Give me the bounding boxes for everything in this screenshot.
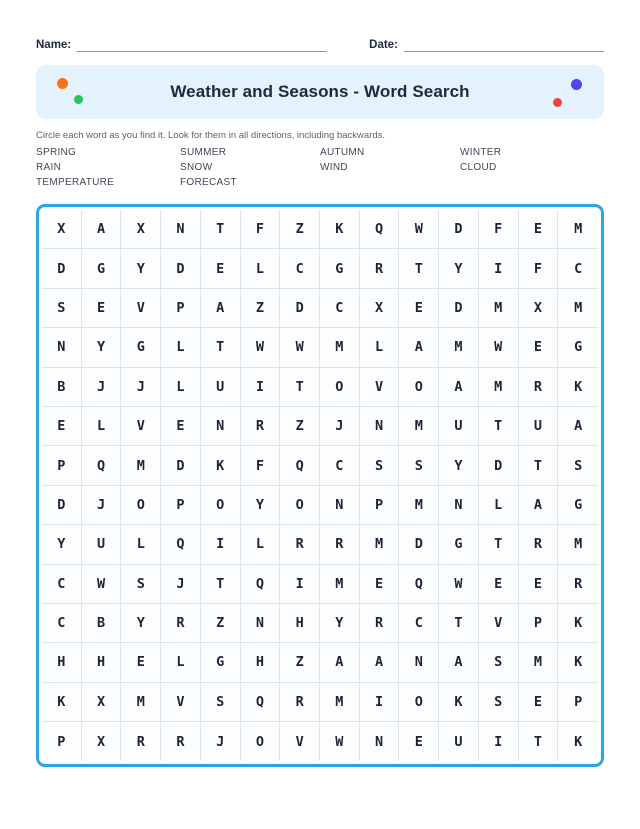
grid-cell[interactable]: W <box>241 328 281 367</box>
grid-cell[interactable]: I <box>479 249 519 288</box>
grid-cell[interactable]: D <box>280 289 320 328</box>
grid-cell[interactable]: D <box>161 249 201 288</box>
grid-cell[interactable]: N <box>42 328 82 367</box>
grid-cell[interactable]: Y <box>42 525 82 564</box>
grid-cell[interactable]: M <box>479 289 519 328</box>
grid-cell[interactable]: L <box>241 525 281 564</box>
grid-cell[interactable]: Z <box>201 604 241 643</box>
grid-cell[interactable]: H <box>82 643 122 682</box>
puzzle-grid-container <box>36 204 604 767</box>
word-item[interactable]: SPRING <box>36 147 77 158</box>
grid-cell[interactable]: W <box>479 328 519 367</box>
grid-cell[interactable]: L <box>479 486 519 525</box>
instructions-text: Circle each word as you find it. Look for them in all directions, including backwards. <box>36 130 386 141</box>
grid-cell[interactable]: M <box>558 525 598 564</box>
grid-cell[interactable]: J <box>201 722 241 761</box>
word-list-row <box>36 175 604 190</box>
word-item[interactable]: SNOW <box>180 162 213 173</box>
grid-cell[interactable]: I <box>360 683 400 722</box>
page-title: Weather and Seasons - Word Search <box>170 82 470 101</box>
grid-cell[interactable]: A <box>439 643 479 682</box>
grid-cell[interactable]: H <box>241 643 281 682</box>
grid-cell[interactable]: D <box>439 289 479 328</box>
grid-cell[interactable]: X <box>42 210 82 249</box>
grid-cell[interactable]: Q <box>161 525 201 564</box>
grid-cell[interactable]: Q <box>360 210 400 249</box>
grid-cell[interactable]: C <box>280 249 320 288</box>
grid-cell[interactable]: J <box>161 565 201 604</box>
grid-cell[interactable]: N <box>201 407 241 446</box>
grid-cell[interactable]: L <box>241 249 281 288</box>
grid-cell[interactable]: M <box>320 328 360 367</box>
grid-cell[interactable]: C <box>320 289 360 328</box>
word-item[interactable]: AUTUMN <box>320 147 365 158</box>
grid-cell[interactable]: V <box>280 722 320 761</box>
grid-cell[interactable]: U <box>519 407 559 446</box>
grid-cell[interactable]: E <box>161 407 201 446</box>
grid-cell[interactable]: V <box>161 683 201 722</box>
grid-cell[interactable]: K <box>42 683 82 722</box>
grid-cell[interactable]: I <box>201 525 241 564</box>
grid-cell[interactable]: M <box>558 210 598 249</box>
grid-cell[interactable]: M <box>121 683 161 722</box>
decoration-dot-red-icon <box>553 98 562 107</box>
grid-cell[interactable]: A <box>360 643 400 682</box>
decoration-dot-blue-icon <box>571 79 582 90</box>
grid-cell[interactable]: R <box>558 565 598 604</box>
grid-cell[interactable]: F <box>241 446 281 485</box>
grid-cell[interactable]: Q <box>241 565 281 604</box>
grid-cell[interactable]: R <box>161 604 201 643</box>
grid-cell[interactable]: C <box>320 446 360 485</box>
grid-cell[interactable]: K <box>439 683 479 722</box>
grid-cell[interactable]: M <box>558 289 598 328</box>
decoration-dot-green-icon <box>74 95 83 104</box>
grid-cell[interactable]: H <box>42 643 82 682</box>
grid-cell[interactable]: T <box>201 210 241 249</box>
grid-cell[interactable]: L <box>82 407 122 446</box>
grid-cell[interactable]: B <box>42 368 82 407</box>
grid-cell[interactable]: H <box>280 604 320 643</box>
grid-cell[interactable]: O <box>399 683 439 722</box>
grid-cell[interactable]: F <box>241 210 281 249</box>
word-item[interactable]: WINTER <box>460 147 502 158</box>
grid-cell[interactable]: Z <box>280 407 320 446</box>
grid-cell[interactable]: D <box>42 249 82 288</box>
grid-cell[interactable]: J <box>82 368 122 407</box>
grid-cell[interactable]: V <box>479 604 519 643</box>
grid-cell[interactable]: Q <box>280 446 320 485</box>
puzzle-grid <box>42 210 598 761</box>
grid-cell[interactable]: E <box>519 683 559 722</box>
grid-cell[interactable]: U <box>439 407 479 446</box>
name-label: Name: <box>36 39 72 51</box>
grid-cell[interactable]: P <box>42 722 82 761</box>
grid-cell[interactable]: V <box>360 368 400 407</box>
grid-cell[interactable]: G <box>439 525 479 564</box>
grid-cell[interactable]: M <box>399 486 439 525</box>
grid-cell[interactable]: D <box>439 210 479 249</box>
grid-cell[interactable]: E <box>519 565 559 604</box>
grid-cell[interactable]: N <box>360 722 400 761</box>
grid-cell[interactable]: Z <box>280 210 320 249</box>
grid-cell[interactable]: N <box>241 604 281 643</box>
grid-cell[interactable]: R <box>161 722 201 761</box>
grid-cell[interactable]: R <box>280 683 320 722</box>
grid-cell[interactable]: X <box>360 289 400 328</box>
grid-cell[interactable]: O <box>121 486 161 525</box>
grid-cell[interactable]: N <box>161 210 201 249</box>
grid-cell[interactable]: Y <box>241 486 281 525</box>
grid-cell[interactable]: A <box>519 486 559 525</box>
grid-cell[interactable]: T <box>201 565 241 604</box>
grid-cell[interactable]: P <box>519 604 559 643</box>
word-list-row <box>36 160 604 175</box>
grid-cell[interactable]: R <box>360 249 400 288</box>
grid-cell[interactable]: Z <box>280 643 320 682</box>
grid-cell[interactable]: U <box>439 722 479 761</box>
grid-cell[interactable]: E <box>519 210 559 249</box>
grid-cell[interactable]: J <box>121 368 161 407</box>
grid-cell[interactable]: K <box>558 643 598 682</box>
grid-cell[interactable]: Y <box>320 604 360 643</box>
name-input-line[interactable] <box>77 37 327 52</box>
grid-cell[interactable]: V <box>121 289 161 328</box>
grid-cell[interactable]: T <box>201 328 241 367</box>
grid-cell[interactable]: E <box>479 565 519 604</box>
grid-cell[interactable]: T <box>519 722 559 761</box>
grid-cell[interactable]: L <box>161 643 201 682</box>
grid-cell[interactable]: O <box>201 486 241 525</box>
grid-cell[interactable]: E <box>519 328 559 367</box>
grid-cell[interactable]: S <box>479 683 519 722</box>
date-input-line[interactable] <box>404 37 604 52</box>
grid-cell[interactable]: E <box>121 643 161 682</box>
grid-cell[interactable]: W <box>439 565 479 604</box>
grid-cell[interactable]: R <box>280 525 320 564</box>
grid-cell[interactable]: T <box>280 368 320 407</box>
grid-cell[interactable]: A <box>399 328 439 367</box>
grid-cell[interactable]: A <box>320 643 360 682</box>
grid-cell[interactable]: E <box>201 249 241 288</box>
grid-cell[interactable]: W <box>399 210 439 249</box>
grid-cell[interactable]: S <box>42 289 82 328</box>
word-item[interactable]: FORECAST <box>180 177 237 188</box>
grid-cell[interactable]: Z <box>241 289 281 328</box>
grid-cell[interactable]: S <box>399 446 439 485</box>
grid-cell[interactable]: Y <box>121 604 161 643</box>
grid-cell[interactable]: T <box>479 525 519 564</box>
grid-cell[interactable]: Y <box>121 249 161 288</box>
grid-cell[interactable]: P <box>42 446 82 485</box>
grid-cell[interactable]: I <box>241 368 281 407</box>
grid-cell[interactable]: U <box>201 368 241 407</box>
grid-cell[interactable]: X <box>82 683 122 722</box>
date-label: Date: <box>369 39 398 51</box>
grid-cell[interactable]: D <box>161 446 201 485</box>
grid-cell[interactable]: I <box>479 722 519 761</box>
grid-cell[interactable]: Q <box>241 683 281 722</box>
grid-cell[interactable]: R <box>320 525 360 564</box>
name-date-row <box>36 0 604 52</box>
grid-cell[interactable]: G <box>558 486 598 525</box>
grid-cell[interactable]: A <box>82 210 122 249</box>
grid-cell[interactable]: T <box>479 407 519 446</box>
grid-cell[interactable]: V <box>121 407 161 446</box>
grid-cell[interactable]: X <box>519 289 559 328</box>
grid-cell[interactable]: L <box>360 328 400 367</box>
grid-cell[interactable]: S <box>360 446 400 485</box>
grid-cell[interactable]: Y <box>82 328 122 367</box>
word-item[interactable]: RAIN <box>36 162 62 173</box>
grid-cell[interactable]: F <box>519 249 559 288</box>
grid-cell[interactable]: P <box>558 683 598 722</box>
grid-cell[interactable]: D <box>479 446 519 485</box>
grid-cell[interactable]: P <box>161 486 201 525</box>
grid-cell[interactable]: M <box>479 368 519 407</box>
grid-cell[interactable]: Q <box>82 446 122 485</box>
grid-cell[interactable]: R <box>241 407 281 446</box>
grid-cell[interactable]: R <box>519 368 559 407</box>
decoration-dot-orange-icon <box>57 78 68 89</box>
grid-cell[interactable]: E <box>399 722 439 761</box>
grid-cell[interactable]: K <box>558 604 598 643</box>
grid-cell[interactable]: R <box>519 525 559 564</box>
grid-cell[interactable]: I <box>280 565 320 604</box>
grid-cell[interactable]: S <box>201 683 241 722</box>
grid-cell[interactable]: N <box>439 486 479 525</box>
grid-cell[interactable]: E <box>360 565 400 604</box>
grid-cell[interactable]: S <box>558 446 598 485</box>
grid-cell[interactable]: M <box>320 565 360 604</box>
grid-cell[interactable]: J <box>320 407 360 446</box>
grid-cell[interactable]: A <box>201 289 241 328</box>
grid-cell[interactable]: F <box>479 210 519 249</box>
grid-cell[interactable]: U <box>82 525 122 564</box>
title-banner <box>36 65 604 119</box>
grid-cell[interactable]: W <box>82 565 122 604</box>
grid-cell[interactable]: R <box>121 722 161 761</box>
grid-cell[interactable]: C <box>42 565 82 604</box>
grid-cell[interactable]: C <box>558 249 598 288</box>
grid-cell[interactable]: G <box>558 328 598 367</box>
grid-cell[interactable]: S <box>121 565 161 604</box>
grid-cell[interactable]: E <box>82 289 122 328</box>
grid-cell[interactable]: M <box>360 525 400 564</box>
word-list <box>36 145 604 190</box>
grid-cell[interactable]: G <box>320 249 360 288</box>
grid-cell[interactable]: M <box>320 683 360 722</box>
grid-cell[interactable]: G <box>82 249 122 288</box>
grid-cell[interactable]: P <box>360 486 400 525</box>
word-item[interactable]: CLOUD <box>460 162 497 173</box>
grid-cell[interactable]: C <box>42 604 82 643</box>
grid-cell[interactable]: E <box>399 289 439 328</box>
grid-cell[interactable]: L <box>121 525 161 564</box>
grid-cell[interactable]: N <box>399 643 439 682</box>
grid-cell[interactable]: T <box>519 446 559 485</box>
grid-cell[interactable]: A <box>439 368 479 407</box>
grid-cell[interactable]: M <box>399 407 439 446</box>
grid-cell[interactable]: N <box>360 407 400 446</box>
grid-cell[interactable]: P <box>161 289 201 328</box>
grid-cell[interactable]: C <box>399 604 439 643</box>
grid-cell[interactable]: M <box>439 328 479 367</box>
grid-cell[interactable]: O <box>399 368 439 407</box>
grid-cell[interactable]: S <box>479 643 519 682</box>
grid-cell[interactable]: Y <box>439 446 479 485</box>
grid-cell[interactable]: N <box>320 486 360 525</box>
grid-cell[interactable]: G <box>201 643 241 682</box>
grid-cell[interactable]: O <box>280 486 320 525</box>
grid-cell[interactable]: K <box>558 368 598 407</box>
grid-cell[interactable]: L <box>161 328 201 367</box>
grid-cell[interactable]: W <box>320 722 360 761</box>
grid-cell[interactable]: A <box>558 407 598 446</box>
word-item[interactable]: TEMPERATURE <box>36 177 115 188</box>
grid-cell[interactable]: T <box>399 249 439 288</box>
grid-cell[interactable]: L <box>161 368 201 407</box>
grid-cell[interactable]: D <box>42 486 82 525</box>
grid-cell[interactable]: Y <box>439 249 479 288</box>
grid-cell[interactable]: D <box>399 525 439 564</box>
grid-cell[interactable]: K <box>558 722 598 761</box>
grid-cell[interactable]: W <box>280 328 320 367</box>
grid-cell[interactable]: K <box>201 446 241 485</box>
word-item[interactable]: WIND <box>320 162 348 173</box>
word-item[interactable]: SUMMER <box>180 147 227 158</box>
grid-cell[interactable]: T <box>439 604 479 643</box>
grid-cell[interactable]: M <box>121 446 161 485</box>
grid-cell[interactable]: J <box>82 486 122 525</box>
grid-cell[interactable]: K <box>320 210 360 249</box>
grid-cell[interactable]: Q <box>399 565 439 604</box>
word-list-row <box>36 145 604 160</box>
grid-cell[interactable]: X <box>82 722 122 761</box>
grid-cell[interactable]: R <box>360 604 400 643</box>
grid-cell[interactable]: X <box>121 210 161 249</box>
grid-cell[interactable]: E <box>42 407 82 446</box>
grid-cell[interactable]: M <box>519 643 559 682</box>
grid-cell[interactable]: B <box>82 604 122 643</box>
grid-cell[interactable]: O <box>320 368 360 407</box>
grid-cell[interactable]: O <box>241 722 281 761</box>
grid-cell[interactable]: G <box>121 328 161 367</box>
